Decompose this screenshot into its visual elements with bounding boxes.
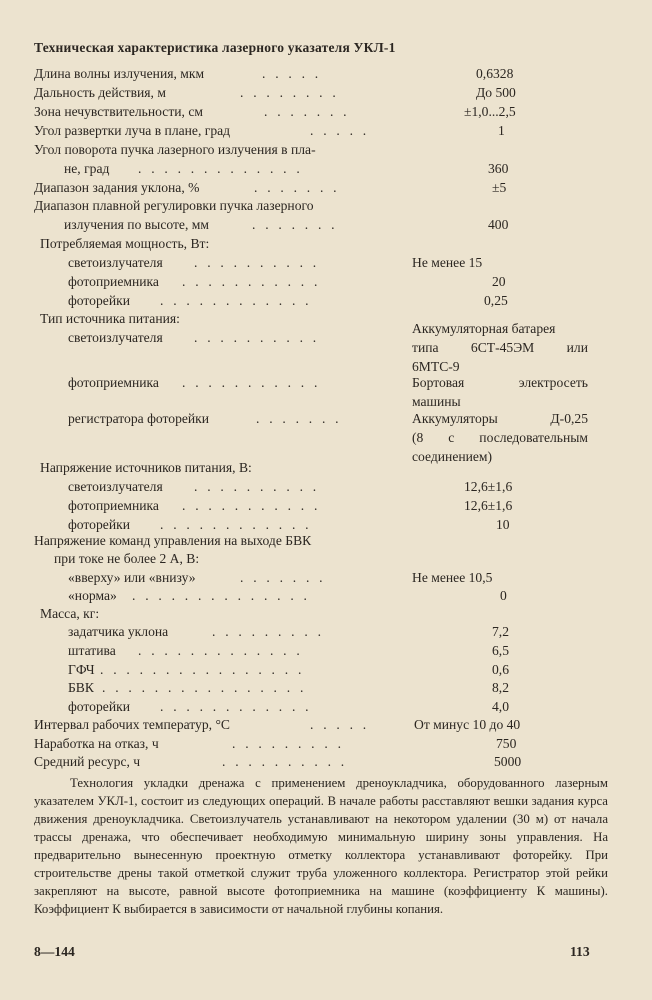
spec-group-label: Масса, кг:: [40, 606, 100, 621]
spec-group-label: Напряжение источников питания, В:: [40, 460, 252, 475]
spec-value-source-receiver: [412, 373, 588, 411]
spec-value: 5000: [494, 754, 522, 769]
spec-value-line: соединением): [412, 449, 493, 464]
spec-value: От минус 10 до 40: [414, 717, 521, 732]
spec-label: излучения по высоте, мм: [64, 217, 209, 232]
leader-dots: . . . . . . . . . .: [194, 255, 320, 270]
spec-label: фоторейки: [68, 293, 130, 308]
leader-dots: . . . . .: [310, 717, 370, 732]
leader-dots: . . . . . . . . . . .: [182, 274, 321, 289]
section-title: Техническая характеристика лазерного указателя УКЛ-1: [34, 40, 396, 55]
leader-dots: . . . . .: [262, 66, 322, 81]
spec-value: 0: [500, 588, 507, 603]
spec-label: задатчика уклона: [68, 624, 169, 639]
leader-dots: . . . . . . . . . .: [194, 330, 320, 345]
leader-dots: . . . . . . . . . . . . . .: [132, 588, 311, 603]
spec-value: 7,2: [492, 624, 509, 639]
spec-label: Угол развертки луча в плане, град: [34, 123, 231, 138]
spec-value-line: (8 с последовательным: [412, 430, 588, 445]
spec-value-line: Бортовая электросеть: [412, 375, 588, 390]
spec-value-line: машины: [412, 394, 461, 409]
spec-value: 6,5: [492, 643, 509, 658]
spec-value: 1: [498, 123, 505, 138]
spec-value: ±5: [492, 180, 507, 195]
spec-value: 400: [488, 217, 509, 232]
leader-dots: . . . . . . . . . . . .: [160, 517, 312, 532]
spec-value: Не менее 15: [412, 255, 483, 270]
leader-dots: . . . . . . .: [264, 104, 350, 119]
spec-label: ГФЧ: [68, 662, 95, 677]
leader-dots: . . . . . . . . . . . . .: [138, 161, 303, 176]
spec-value-line: типа 6СТ-45ЭМ или: [412, 340, 588, 355]
spec-label: регистратора фоторейки: [68, 411, 210, 426]
leader-dots: . . . . . . .: [240, 570, 326, 585]
spec-label: светоизлучателя: [68, 330, 163, 345]
spec-label: фоторейки: [68, 699, 130, 714]
spec-label: Интервал рабочих температур, °С: [34, 717, 230, 732]
spec-value-source-emitter: [412, 319, 588, 376]
spec-label: не, град: [64, 161, 110, 176]
spec-group-label: Тип источника питания:: [40, 311, 180, 326]
spec-value-line: 6МТС-9: [412, 359, 460, 374]
leader-dots: . . . . . . . . .: [232, 736, 345, 751]
spec-label: фотоприемника: [68, 274, 159, 289]
spec-value-source-recorder: [412, 409, 588, 466]
spec-value: 0,25: [484, 293, 508, 308]
spec-label: фоторейки: [68, 517, 130, 532]
leader-dots: . . . . . . .: [252, 217, 338, 232]
spec-label: Длина волны излучения, мкм: [34, 66, 205, 81]
spec-label: Диапазон задания уклона, %: [34, 180, 200, 195]
spec-label: Дальность действия, м: [34, 85, 166, 100]
spec-value: Не менее 10,5: [412, 570, 493, 585]
spec-label: светоизлучателя: [68, 479, 163, 494]
body-paragraph: Технология укладки дренажа с применением дреноукладчика, оборудованного лазерным указателем УКЛ-1, состоит из следующих операций. В начале работы расставляют вешки задания курса движения дреноукладчика. Светоизлучатель устанавливают на некотором удалении (30 м) от начала трассы дренажа, что обеспечивает необходимую минимальную ширину зоны управления. На предварительно вынесенную проектную отметку коллектора устанавливают фоторейку. При строительстве дрены такой отметкой служит труба уложенного коллектора. Регистратор этой рейки закрепляют на высоте, равной высоте фотоприемника на машине (коэффициенту К машины). Коэффициент К выбирается в зависимости от начальной глубины копания.: [34, 776, 608, 916]
leader-dots: . . . . . . . .: [240, 85, 339, 100]
leader-dots: . . . . . . . . . .: [194, 479, 320, 494]
printer-signature: 8—144: [34, 944, 75, 959]
spec-label: «норма»: [68, 588, 117, 603]
spec-value: До 500: [476, 85, 516, 100]
leader-dots: . . . . .: [310, 123, 370, 138]
spec-label: штатива: [68, 643, 116, 658]
spec-label: Средний ресурс, ч: [34, 754, 141, 769]
spec-value: 12,6±1,6: [464, 498, 513, 513]
spec-value: ±1,0...2,5: [464, 104, 516, 119]
spec-value: 20: [492, 274, 506, 289]
page-number: 113: [570, 944, 590, 959]
leader-dots: . . . . . . . . . . . . .: [138, 643, 303, 658]
spec-value-line: Аккумуляторы Д-0,25: [412, 411, 588, 426]
spec-value: 10: [496, 517, 510, 532]
spec-label: Диапазон плавной регулировки пучка лазерного: [34, 198, 314, 213]
leader-dots: . . . . . . .: [254, 180, 340, 195]
spec-group-label: Напряжение команд управления на выходе БВК: [34, 533, 312, 548]
leader-dots: . . . . . . . . . . . . . . . .: [102, 680, 307, 695]
leader-dots: . . . . . . . . . . .: [182, 498, 321, 513]
spec-label: «вверху» или «внизу»: [68, 570, 196, 585]
spec-label: Зона нечувствительности, см: [34, 104, 203, 119]
spec-group-label: Потребляемая мощность, Вт:: [40, 236, 210, 251]
spec-label: фотоприемника: [68, 375, 159, 390]
leader-dots: . . . . . . . . . . . .: [160, 293, 312, 308]
spec-label: фотоприемника: [68, 498, 159, 513]
spec-group-label: при токе не более 2 А, В:: [54, 551, 200, 566]
spec-label: БВК: [68, 680, 94, 695]
spec-label: светоизлучателя: [68, 255, 163, 270]
leader-dots: . . . . . . . . .: [212, 624, 325, 639]
spec-value: 0,6: [492, 662, 509, 677]
spec-label: Наработка на отказ, ч: [34, 736, 159, 751]
leader-dots: . . . . . . . . . .: [222, 754, 348, 769]
spec-value: 360: [488, 161, 509, 176]
leader-dots: . . . . . . .: [256, 411, 342, 426]
leader-dots: . . . . . . . . . . . .: [160, 699, 312, 714]
spec-value: 0,6328: [476, 66, 514, 81]
spec-value: 12,6±1,6: [464, 479, 513, 494]
spec-value: 8,2: [492, 680, 509, 695]
spec-value: 4,0: [492, 699, 509, 714]
spec-label: Угол поворота пучка лазерного излучения в пла-: [34, 142, 316, 157]
leader-dots: . . . . . . . . . . .: [182, 375, 321, 390]
leader-dots: . . . . . . . . . . . . . . . .: [100, 662, 305, 677]
spec-value: 750: [496, 736, 517, 751]
spec-value-line: Аккумуляторная батарея: [412, 321, 556, 336]
